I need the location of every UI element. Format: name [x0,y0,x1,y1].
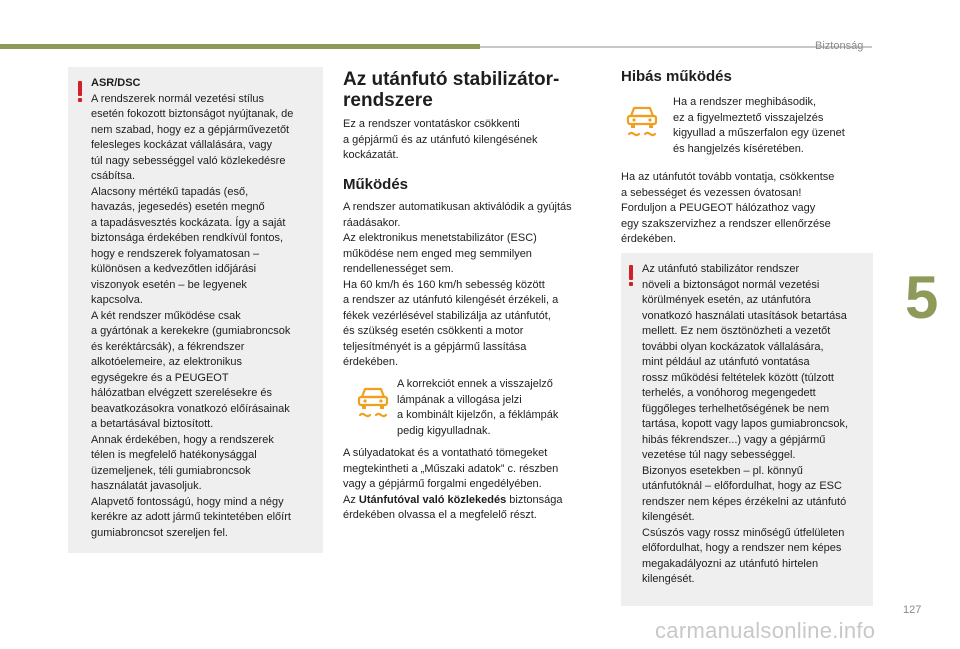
header-accent-bar [0,44,480,49]
fault-text: Ha a rendszer meghibásodik, ez a figyelmeztető visszajelzés kigyullad a műszerfalon egy üzenet és hangjelzés kíséretében. [673,96,845,155]
trailer-stability-warning-box [621,253,873,606]
fault-heading: Hibás működés [621,68,732,85]
trailer-stability-warning-text: Az utánfutó stabilizátor rendszer növeli a biztonságot normál vezetési körülmények esetén, az utánfutóra vonatkozó használati utasítások betartása mellett. Ez nem ösztönözheti a vezetőt további olyan kockázatok vállalására, mint például az utánfutó vontatása rossz működési feltételek között (túlzott terhelés, a vonóhorog megengedett függőleges terhelhetőségének be nem tartása, kopott vagy lapos gumiabroncsok, hibás fékrendszer...) vagy a gépjármű vezetése túl nagy sebességgel. Bizonyos esetekben – pl. könnyű utánfutóknál – előfordulhat, hogy az ESC rendszer nem képes érzékelni az utánfutó kilengését. Csúszós vagy rossz minőségű útfelületen előfordulhat, hogy a rendszer nem képes megakadályozni az utánfutó hirtelen kilengését. [642,263,849,585]
warning-title: ASR/DSC [91,77,141,89]
esc-trailer-warning-icon [356,385,390,425]
intro-text: Ez a rendszer vontatáskor csökkenti a gépjármű és az utánfutó kilengésének kockázatát. [343,118,538,161]
warning-exclamation-icon [628,265,634,287]
page-number: 127 [903,604,922,616]
watermark: carmanualsonline.info [655,618,876,643]
esc-trailer-warning-icon [625,104,659,144]
warning-exclamation-icon [77,81,83,103]
chapter-tab [897,256,960,376]
header-rule [480,46,872,48]
trailer-driving-link: Utánfutóval való közlekedés [358,493,507,506]
asr-dsc-warning-text: ASR/DSC A rendszerek normál vezetési stílus esetén fokozott biztonságot nyújtanak, de nem szabad, hogy ez a gépjárművezetőt felesleges kockázat vállalására, vagy túl nagy sebességgel való közlekedésre csábítsa. Alacsony mértékű tapadás (eső, havazás, jegesedés) esetén megnő a tapadásvesztés kockázata. Így a saját biztonsága érdekében rendkívül fontos, hogy e rendszerek folyamatosan – különösen a kedvezőtlen időjárási viszonyok esetén – be legyenek kapcsolva. A két rendszer működése csak a gyártónak a kerekekre (gumiabroncsok és keréktárcsák), a fékrendszer alkotóelemeire, az elektronikus egységekre és a PEUGEOT hálózatban elvégzett szerelésekre és beavatkozásokra vonatkozó előírásainak a betartásával biztosított. Annak érdekében, hogy a rendszerek télen is megfelelő hatékonysággal üzemeljenek, téli gumiabroncsok használatát javasoljuk. Alapvető fontosságú, hogy mind a négy kerékre az adott jármű tekintetében előírt gumiabroncsot szereljen fel. [91,77,294,539]
operation-text: A rendszer automatikusan aktiválódik a gyújtás ráadásakor. Az elektronikus menetstabilizátor (ESC) működése nem enged meg semmilyen rendellenességet sem. Ha 60 km/h és 160 km/h sebesség között a rendszer az utánfutó kilengését érzékeli, a fékek vezérlésével stabilizálja az utánfutót, és szükség esetén csökkenti a motor teljesítményét is a gépjármű lassítása érdekében. [343,201,572,368]
weights-text: A súlyadatokat és a vontatható tömegeket megtekintheti a „Műszaki adatok” c. részben vagy a gépjármű forgalmi engedélyében. Az Utánfutóval való közlekedés biztonsága érdekében olvassa el a megfelelő részt. [343,447,563,521]
operation-heading: Működés [343,176,409,193]
section-title: Biztonság [815,40,864,52]
asr-dsc-warning-box [68,67,323,553]
chapter-number: 5 [905,264,939,331]
advice-text: Ha az utánfutót tovább vontatja, csökkentse a sebességet és vezessen óvatosan! Forduljon a PEUGEOT hálózathoz vagy egy szakszervizhez a rendszer ellenőrzése érdekében. [621,171,835,245]
page-title: Az utánfutó stabilizátor- rendszere [343,69,560,111]
indicator-text: A korrekciót ennek a visszajelző lámpának a villogása jelzi a kombinált kijelzőn, a féklámpák pedig kigyulladnak. [397,378,559,437]
